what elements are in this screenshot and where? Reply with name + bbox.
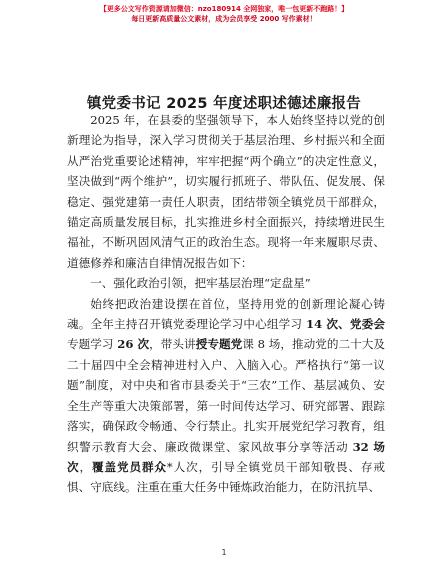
promo-banner xyxy=(0,4,448,24)
intro-paragraph: 2025 年，在县委的坚强领导下，本人始终坚持以党的创新理论为指导，深入学习贯彻关于基层治理、乡村振兴和全面从严治党重要论述精神，牢牢把握“两个确立”的决定性意义，坚决做到“两个维护”，切实履行抓班子、带队伍、促发展、保稳定、强党建第一责任人职责，团结带领全镇党员干部群众，锚定高质量发展目标，扎实推进乡村全面振兴，持续增进民生福祉，不断巩固风清气正的政治生态。现将一年来履职尽责、道德修养和廉洁自律情况报告如下： xyxy=(67,113,385,270)
bold-run: 覆盖党员群众 xyxy=(92,459,167,474)
text-run: 专题学习 xyxy=(67,337,118,352)
promo-line-2: 每日更新高质量公文素材，成为会员享受 2000 写作素材！ xyxy=(131,15,317,23)
text-run: 始终把政治建设摆在首位，坚持用党的创新理论凝心铸魂。全年主持召开镇党委理论学习中心组学习 xyxy=(67,296,385,332)
promo-line-1: 【更多公文写作资源请加微信：nzo180914 全网独家，唯一包更新不跑路！】 xyxy=(99,5,349,13)
text-run: ， xyxy=(79,459,92,474)
section-1-paragraph xyxy=(67,294,385,498)
document-title: 镇党委书记 2025 年度述职述德述廉报告 xyxy=(86,96,362,112)
document-body xyxy=(67,110,385,498)
text-run: 课 8 场，推动党的二十大及二十届四中全会精神进村入户、入脑入心。严格执行“第一议题”制度，对中央和省市县委关于“三农”工作、基层减负、安全生产等重大决策部署，第一时间传达学习、研究部署、跟踪落实，确保政令畅通、令行禁止。扎实开展党纪学习教育，组织警示教育大会、廉政微课堂、家风故事分享等活动 xyxy=(67,337,386,454)
text-run: *人次，引导全镇党员干部知敬畏、存戒惧、守底线。注重在重大任务中锤炼政治能力，在防汛抗旱、 xyxy=(67,459,385,495)
bold-run: 26 次 xyxy=(117,337,150,352)
section-heading-1: 一、强化政治引领，把牢基层治理“定盘星” xyxy=(90,276,311,291)
text-run: ，带头讲 xyxy=(149,337,196,352)
page-number: 1 xyxy=(221,548,227,557)
bold-run: 授专题党 xyxy=(195,337,243,352)
bold-run: 14 次、党委会 xyxy=(306,317,386,332)
bold-run: 32 场次 xyxy=(67,439,386,474)
